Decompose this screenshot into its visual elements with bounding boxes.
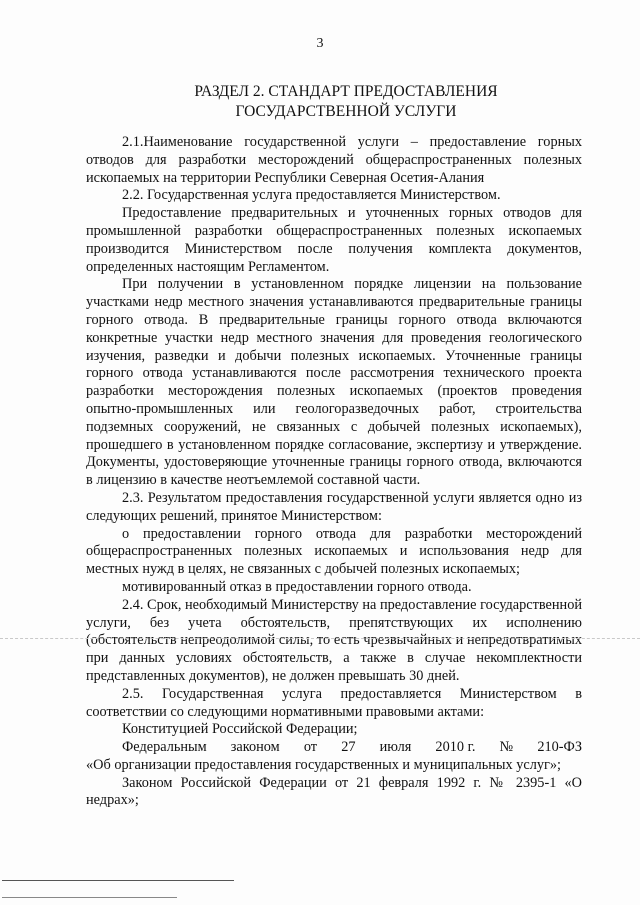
heading-line-2: ГОСУДАРСТВЕННОЙ УСЛУГИ xyxy=(235,103,457,120)
law-word: от xyxy=(303,739,318,756)
paragraph-2-1: 2.1.Наименование государственной услуги – предоставление горных отводов для разработки месторождений общераспространенных полезных ископаемых на территории Республики Северная Осетия-Алания xyxy=(86,134,582,186)
law-word: законом xyxy=(230,739,280,756)
law-word: Федеральным xyxy=(122,739,207,756)
scan-artifact-line xyxy=(0,638,640,639)
footer-rule xyxy=(2,880,234,881)
page-number: 3 xyxy=(316,36,324,51)
footer-rule-secondary xyxy=(2,897,177,898)
federal-law-title: «Об организации предоставления государственных и муниципальных услуг»; xyxy=(86,756,561,773)
document-body xyxy=(86,134,582,810)
paragraph-nedra-law: Законом Российской Федерации от 21 февраля 1992 г. № 2395-1 «О недрах»; xyxy=(86,774,582,809)
paragraph-2-2: 2.2. Государственная услуга предоставляется Министерством. xyxy=(122,187,501,204)
law-word: № xyxy=(499,739,514,756)
federal-law-line xyxy=(86,739,582,757)
section-heading xyxy=(86,82,606,122)
law-word: 2010 г. xyxy=(435,739,476,756)
paragraph-2-3: 2.3. Результатом предоставления государственной услуги является одно из следующих решений, принятое Министерством: xyxy=(86,489,582,524)
law-word: июля xyxy=(379,739,412,756)
paragraph-decision-grant: о предоставлении горного отвода для разработки месторождений общераспространенных полезных ископаемых и использования недр для местных нужд в целях, не связанных с добычей полезных ископаемых; xyxy=(86,525,582,578)
paragraph-otvody: Предоставление предварительных и уточненных горных отводов для промышленной разработки общераспространенных полезных ископаемых производится Министерством после получения комплекта документов, определенных настоящим Регламентом. xyxy=(86,205,582,275)
law-word: 210-ФЗ xyxy=(537,739,582,756)
paragraph-2-5: 2.5. Государственная услуга предоставляется Министерством в соответствии со следующими нормативными правовыми актами: xyxy=(86,685,582,720)
law-word: 27 xyxy=(341,739,356,756)
paragraph-constitution: Конституцией Российской Федерации; xyxy=(122,721,358,738)
paragraph-decision-refusal: мотивированный отказ в предоставлении горного отвода. xyxy=(122,578,472,595)
paragraph-2-4: 2.4. Срок, необходимый Министерству на предоставление государственной услуги, без учета обстоятельств, препятствующих их исполнению (обстоятельств непреодолимой силы, то есть чрезвычайных и непредотвратимых при данных условиях обстоятельств, а также в случае некомплектности представленных документов), не должен превышать 30 дней. xyxy=(86,596,582,684)
heading-line-1: РАЗДЕЛ 2. СТАНДАРТ ПРЕДОСТАВЛЕНИЯ xyxy=(194,83,498,100)
paragraph-license: При получении в установленном порядке лицензии на пользование участками недр местного значения устанавливаются предварительные границы горного отвода. В предварительные границы горного отвода включаются конкретные участки недр местного значения для проведения геологического изучения, разведки и добычи полезных ископаемых. Уточненные границы горного отвода устанавливаются после рассмотрения технического проекта разработки месторождения полезных ископаемых (проектов проведения опытно-промышленных или геологоразведочных работ, строительства подземных сооружений, не связанных с добычей полезных ископаемых), прошедшего в установленном порядке согласование, экспертизу и утверждение. Документы, удостоверяющие уточненные границы горного отвода, включаются в лицензию в качестве неотъемлемой составной части. xyxy=(86,276,582,489)
